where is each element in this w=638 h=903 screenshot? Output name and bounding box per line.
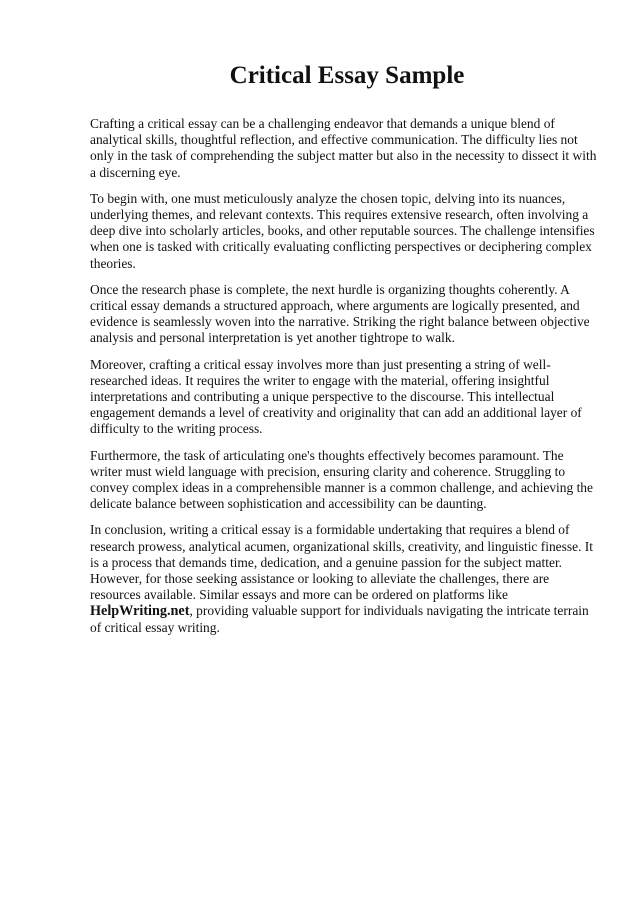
conclusion-text-end: , providing valuable support for individuals navigating the intricate terrain of critical essay writing. xyxy=(90,603,589,635)
conclusion-text-start: In conclusion, writing a critical essay is a formidable undertaking that requires a blend of research prowess, analytical acumen, organizational skills, creativity, and linguistic finesse. It is a process that demands time, dedication, and a genuine passion for the subject matter. However, for those seeking assistance or looking to alleviate the challenges, there are resources available. Similar essays and more can be ordered on platforms like xyxy=(90,522,593,603)
paragraph-articulation: Furthermore, the task of articulating one's thoughts effectively becomes paramount. The writer must wield language with precision, ensuring clarity and coherence. Struggling to convey complex ideas in a comprehensible manner is a common challenge, and achieving the delicate balance between sophistication and accessibility can be daunting. xyxy=(90,447,593,512)
page-title: Critical Essay Sample xyxy=(229,62,465,89)
paragraph-organization: Once the research phase is complete, the next hurdle is organizing thoughts coherently. A critical essay demands a structured approach, where arguments are logically presented, and evidence is seamlessly woven into the narrative. Striking the right balance between objective analysis and personal interpretation is yet another tightrope to walk. xyxy=(90,281,590,346)
paragraph-intro: Crafting a critical essay can be a challenging endeavor that demands a unique blend of analytical skills, thoughtful reflection, and effective communication. The difficulty lies not only in the task of comprehending the subject matter but also in the necessity to dissect it with a discerning eye. xyxy=(90,116,597,180)
paragraph-engagement: Moreover, crafting a critical essay involves more than just presenting a string of well-researched ideas. It requires the writer to engage with the material, offering insightful interpretations and contributing a unique perspective to the discourse. This intellectual engagement demands a level of creativity and originality that can add an additional layer of difficulty to the writing process. xyxy=(90,356,582,437)
brand-name: HelpWriting.net xyxy=(90,603,190,620)
paragraph-analysis: To begin with, one must meticulously analyze the chosen topic, delving into its nuances, underlying themes, and relevant contexts. This requires extensive research, often involving a deep dive into scholarly articles, books, and other reputable sources. The challenge intensifies when one is tasked with critically evaluating conflicting perspectives or deciphering complex theories. xyxy=(90,190,595,271)
paragraph-conclusion xyxy=(90,522,598,635)
